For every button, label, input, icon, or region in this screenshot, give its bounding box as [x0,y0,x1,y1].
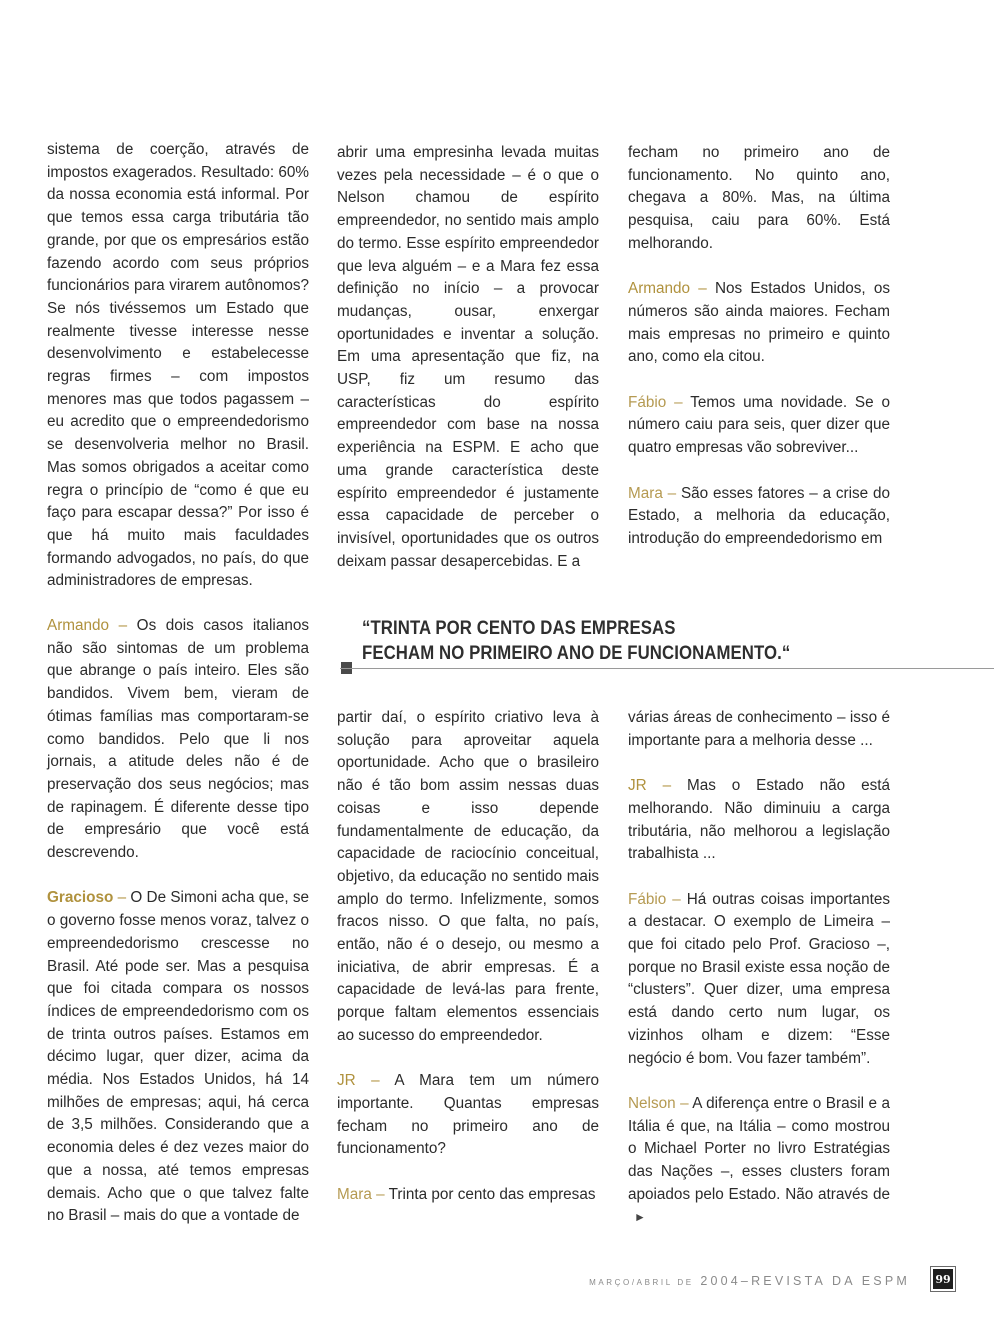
paragraph: Nelson – A diferença entre o Brasil e a Itália é que, na Itália – como mostrou o Michael Porter no livro Estratégias das Nações –, esses clusters foram apoiados pelo Estado. Não através de► [628,1093,890,1229]
paragraph-text: O De Simoni acha que, se o governo fosse menos voraz, talvez o empreendedorismo crescesse no Brasil. Até pode ser. Mas a pesquisa que foi citada compara os nossos índices de empreendedorismo com os de trinta outros países. Estamos em décimo lugar, quer dizer, acima da média. Nos Estados Unidos, há 14 milhões de empresas; aqui, há cerca de 3,5 milhões. Considerando que a economia deles é dez vezes maior do que a nossa, até temos empresas demais. Acho que o que talvez falte no Brasil – mais do que a vontade de [47,889,309,1225]
text-column-4 [47,615,309,1228]
paragraph [337,142,599,573]
paragraph-text: Os dois casos italianos não são sintomas de um problema que abrange o país inteiro. Eles são bandidos. Vivem bem, vieram de ótimas famílias mas comportaram-se como bandidos. Pelo que li nos jornais, a atitude deles não é de preservação dos seus negócios; mas de rapinagem. É diferente desse tipo de empresário que você está descrevendo. [47,617,309,862]
paragraph-text: Há outras coisas importantes a destacar. O exemplo de Limeira – que foi citado pelo Prof. Gracioso –, porque no Brasil existe essa noção de “clusters”. Quer dizer, uma empresa está dando certo num lugar, os vizinhos olham e dizem: “Esse negócio é bom. Vou fazer também”. [628,890,890,1067]
paragraph-text: A Mara tem um número importante. Quantas empresas fecham no primeiro ano de funcionamento? [337,1072,600,1158]
paragraph-text: várias áreas de conhecimento – isso é importante para a melhoria desse ... [628,709,890,749]
speaker-name: JR [628,777,647,795]
paragraph: Armando – Os dois casos italianos não são sintomas de um problema que abrange o país inteiro. Eles são bandidos. Vivem bem, vieram de ótimas famílias mas comportaram-se como bandidos. Pelo que li nos jornais, a atitude deles não é de preservação dos seus negócios; mas de rapinagem. É diferente desse tipo de empresário que você está descrevendo. [47,617,309,862]
paragraph: Mara – Trinta por cento das empresas [337,1185,596,1203]
footer-issue-date: MARÇO/ABRIL DE [589,1278,694,1287]
speaker-name: Mara [337,1185,372,1203]
text-column-2 [337,142,599,573]
speaker-name: JR [337,1072,356,1090]
paragraph: Gracioso – O De Simoni acha que, se o governo fosse menos voraz, talvez o empreendedorismo crescesse no Brasil. Até pode ser. Mas a pesquisa que foi citada compara os nossos índices de empreendedorismo com os de trinta outros países. Estamos em décimo lugar, quer dizer, acima da média. Nos Estados Unidos, há 14 milhões de empresas; aqui, há cerca de 3,5 milhões. Considerando que a economia deles é dez vezes maior do que a nossa, até temos empresas demais. Acho que o que talvez falte no Brasil – mais do que a vontade de [47,889,309,1225]
pull-quote-line-1: “TRINTA POR CENTO DAS EMPRESAS [362,617,676,639]
paragraph: Mara – São esses fatores – a crise do Estado, a melhoria da educação, introdução do empreendedorismo em [628,484,890,547]
paragraph: JR – Mas o Estado não está melhorando. Não diminuiu a carga tributária, não melhorou a legislação trabalhista ... [628,777,890,863]
page-number: 99 [933,1269,953,1289]
paragraph: Fábio – Há outras coisas importantes a destacar. O exemplo de Limeira – que foi citado pelo Prof. Gracioso –, porque no Brasil existe essa noção de “clusters”. Quer dizer, uma empresa está dando certo num lugar, os vizinhos olham e dizem: “Esse negócio é bom. Vou fazer também”. [628,890,890,1067]
paragraph [337,707,599,1048]
text-column-1 [47,139,309,593]
page-footer [560,1274,910,1288]
speaker-name: Fábio [628,890,667,908]
speaker-name: Mara [628,484,663,502]
paragraph-text: fecham no primeiro ano de funcionamento. No quinto ano, chegava a 80%. Mas, na última pesquisa, caiu para 60%. Está melhorando. [628,144,890,252]
text-column-5 [337,707,599,1206]
speaker-name: Armando [47,617,110,634]
quote-divider-rule [340,668,994,669]
page-number-box [930,1266,956,1292]
paragraph-text: São esses fatores – a crise do Estado, a melhoria da educação, introdução do empreendedorismo em [628,484,890,547]
paragraph-text: Temos uma novidade. Se o número caiu para seis, quer dizer que quatro empresas vão sobreviver... [628,393,891,457]
speaker-name: Gracioso [47,889,114,907]
paragraph: JR – A Mara tem um número importante. Quantas empresas fecham no primeiro ano de funcionamento? [337,1072,600,1158]
speaker-name: Nelson [628,1094,676,1112]
paragraph-text: Mas o Estado não está melhorando. Não diminuiu a carga tributária, não melhorou a legislação trabalhista ... [628,777,890,863]
text-column-6 [628,707,890,1229]
text-column-3 [628,142,890,551]
pull-quote-line-2: FECHAM NO PRIMEIRO ANO DE FUNCIONAMENTO.“ [362,642,791,664]
paragraph [47,139,309,593]
paragraph [628,142,890,256]
paragraph: Armando – Nos Estados Unidos, os números são ainda maiores. Fecham mais empresas no primeiro e quinto ano, como ela citou. [628,280,890,366]
paragraph-text: abrir uma empresinha levada muitas vezes pela necessidade – é o que o Nelson chamou de espírito empreendedor, no sentido mais amplo do termo. Esse espírito empreendedor que leva alguém – e a Mara fez essa definição no início – a provocar mudanças, ousar, enxergar oportunidades e inventar a solução. Em uma apresentação que fiz, na USP, fiz um resumo das características do espírito empreendedor com base na nossa experiência na ESPM. E acho que uma grande característica deste espírito empreendedor é justamente essa capacidade de perceber o invisível, oportunidades que os outros deixam passar desapercebidas. E a [337,144,599,570]
paragraph-text: partir daí, o espírito criativo leva à solução para aproveitar aquela oportunidade. Acho que o brasileiro não é tão bom assim nessas duas coisas e isso depende fundamentalmente de educação, da capacidade de raciocínio conceitual, objetivo, da educação no sentido mais amplo do termo. Infelizmente, somos fracos nisso. O que falta, no país, então, não é o desejo, ou mesmo a iniciativa, de abrir empresas. É a capacidade de levá-las para frente, porque faltam elementos essenciais ao sucesso do empreendedor. [337,709,599,1044]
continue-arrow-icon: ► [634,1210,646,1225]
paragraph-text: Trinta por cento das empresas [388,1185,596,1203]
paragraph [628,707,890,752]
footer-magazine-title: 2004–REVISTA DA ESPM [693,1274,910,1288]
speaker-name: Armando [628,280,691,298]
speaker-name: Fábio [628,393,667,411]
pull-quote [362,616,809,666]
paragraph-text: sistema de coerção, através de impostos exagerados. Resultado: 60% da nossa economia está informal. Por que temos essa carga tributária tão grande, por que os empresários estão fazendo acordo com seus próprios funcionários para virarem autônomos? Se nós tivéssemos um Estado que realmente tivesse interesse nesse desenvolvimento e estabelecesse regras firmes – com impostos menores mas que todos pagassem – eu acredito que o empreendedorismo se desenvolveria melhor no Brasil. Mas somos obrigados a aceitar como regra o princípio de “como é que eu faço para escapar dessa?” Por isso é que há muito mais faculdades formando advogados, no país, do que administradores de empresas. [47,141,309,590]
paragraph: Fábio – Temos uma novidade. Se o número caiu para seis, quer dizer que quatro empresas vão sobreviver... [628,393,891,457]
paragraph-text: A diferença entre o Brasil e a Itália é que, na Itália – como mostrou o Michael Porter no livro Estratégias das Nações –, esses clusters foram apoiados pelo Estado. Não através de [628,1094,890,1203]
paragraph-text: Nos Estados Unidos, os números são ainda maiores. Fecham mais empresas no primeiro e quinto ano, como ela citou. [628,280,890,366]
